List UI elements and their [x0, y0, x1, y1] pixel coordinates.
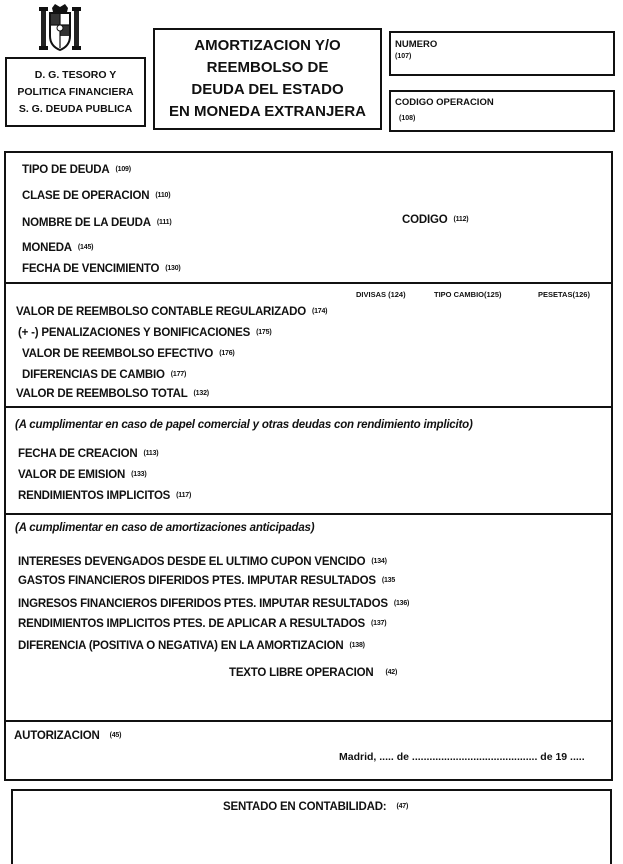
rendimientos-field[interactable] [18, 490, 191, 502]
section-divider [5, 720, 611, 722]
fecha-vencimiento-code: (130) [165, 265, 181, 272]
texto-libre-label: TEXTO LIBRE OPERACION [229, 667, 374, 679]
clase-operacion-field[interactable] [22, 190, 170, 202]
ingresos-financieros-code: (136) [393, 600, 410, 607]
valor-contable-code: (174) [311, 308, 328, 315]
contabilidad-field[interactable] [223, 801, 408, 813]
column-header-divisas: DIVISAS (124) [356, 290, 406, 299]
codigo-label: CODIGO [402, 214, 448, 226]
papel-comercial-note: (A cumplimentar en caso de papel comercial y otras deudas con rendimiento implicito) [15, 419, 473, 431]
autorizacion-label: AUTORIZACION [14, 730, 100, 742]
codigo-operacion-field[interactable] [389, 90, 615, 132]
numero-label: NUMERO [395, 39, 438, 50]
autorizacion-field[interactable] [14, 730, 121, 742]
penalizaciones-label: (+ -) PENALIZACIONES Y BONIFICACIONES [18, 327, 251, 339]
ingresos-financieros-field[interactable] [18, 598, 409, 610]
clase-operacion-code: (110) [155, 192, 171, 199]
contabilidad-label: SENTADO EN CONTABILIDAD: [223, 801, 387, 813]
diferencias-cambio-code: (177) [170, 371, 187, 378]
codigo-operacion-code: (108) [399, 115, 416, 122]
fecha-creacion-field[interactable] [18, 448, 158, 460]
diferencia-amortizacion-label: DIFERENCIA (POSITIVA O NEGATIVA) EN LA AMORTIZACION [18, 640, 344, 652]
nombre-deuda-code: (111) [156, 219, 172, 226]
tipo-deuda-code: (109) [115, 166, 131, 173]
texto-libre-field[interactable] [229, 667, 397, 679]
org-line-1: D. G. TESORO Y [34, 69, 117, 81]
valor-efectivo-code: (176) [219, 350, 235, 357]
diferencia-amortizacion-code: (138) [349, 642, 365, 649]
section-divider [5, 282, 611, 284]
diferencias-cambio-label: DIFERENCIAS DE CAMBIO [22, 369, 165, 381]
codigo-field[interactable] [402, 214, 468, 226]
form-title-line-1: AMORTIZACION Y/O [194, 37, 341, 54]
main-form-frame [4, 151, 613, 781]
diferencia-amortizacion-field[interactable] [18, 640, 365, 652]
column-header-tipo-cambio: TIPO CAMBIO(125) [434, 290, 502, 299]
date-line: Madrid, ..... de ........................................... de 19 ..... [339, 751, 585, 763]
valor-efectivo-label: VALOR DE REEMBOLSO EFECTIVO [22, 348, 214, 360]
fecha-vencimiento-field[interactable] [22, 263, 181, 275]
tipo-deuda-field[interactable] [22, 164, 131, 176]
numero-field[interactable] [389, 31, 615, 76]
section-divider [5, 513, 611, 515]
valor-emision-label: VALOR DE EMISION [18, 469, 126, 481]
contabilidad-code: (47) [396, 803, 409, 810]
amortizaciones-anticipadas-note: (A cumplimentar en caso de amortizaciones anticipadas) [15, 522, 315, 534]
org-line-2: POLITICA FINANCIERA [17, 86, 134, 98]
valor-efectivo-field[interactable] [22, 348, 235, 360]
numero-code: (107) [395, 53, 412, 60]
form-title-line-3: DEUDA DEL ESTADO [191, 81, 344, 98]
valor-total-field[interactable] [16, 388, 209, 400]
ingresos-financieros-label: INGRESOS FINANCIEROS DIFERIDOS PTES. IMPUTAR RESULTADOS [18, 598, 388, 610]
intereses-devengados-label: INTERESES DEVENGADOS DESDE EL ULTIMO CUPON VENCIDO [18, 556, 366, 568]
fecha-vencimiento-label: FECHA DE VENCIMIENTO [22, 263, 160, 275]
fecha-creacion-label: FECHA DE CREACION [18, 448, 138, 460]
coat-of-arms-logo [32, 2, 88, 54]
form-title-line-4: EN MONEDA EXTRANJERA [169, 103, 366, 120]
moneda-field[interactable] [22, 242, 93, 254]
valor-contable-field[interactable] [16, 306, 327, 318]
valor-total-code: (132) [193, 390, 209, 397]
fecha-creacion-code: (113) [143, 450, 159, 457]
valor-contable-label: VALOR DE REEMBOLSO CONTABLE REGULARIZADO [16, 306, 306, 318]
organization-box [5, 57, 146, 127]
valor-emision-field[interactable] [18, 469, 146, 481]
gastos-financieros-field[interactable] [18, 575, 395, 587]
rendimientos-ptes-code: (137) [371, 620, 387, 627]
rendimientos-code: (117) [176, 492, 192, 499]
form-title-box [153, 28, 382, 130]
rendimientos-ptes-field[interactable] [18, 618, 386, 630]
column-header-pesetas: PESETAS(126) [538, 290, 590, 299]
moneda-label: MONEDA [22, 242, 72, 254]
gastos-financieros-label: GASTOS FINANCIEROS DIFERIDOS PTES. IMPUTAR RESULTADOS [18, 575, 376, 587]
codigo-code: (112) [453, 216, 469, 223]
tipo-deuda-label: TIPO DE DEUDA [22, 164, 110, 176]
penalizaciones-code: (175) [256, 329, 272, 336]
penalizaciones-field[interactable] [18, 327, 271, 339]
gastos-financieros-code: (135 [381, 577, 396, 584]
texto-libre-code: (42) [385, 669, 398, 676]
clase-operacion-label: CLASE DE OPERACION [22, 190, 150, 202]
valor-emision-code: (133) [131, 471, 147, 478]
form-title-line-2: REEMBOLSO DE [206, 59, 329, 76]
autorizacion-code: (45) [109, 732, 122, 739]
rendimientos-ptes-label: RENDIMIENTOS IMPLICITOS PTES. DE APLICAR A RESULTADOS [18, 618, 365, 630]
rendimientos-label: RENDIMIENTOS IMPLICITOS [18, 490, 171, 502]
nombre-deuda-field[interactable] [22, 217, 171, 229]
codigo-operacion-label: CODIGO OPERACION [395, 97, 494, 108]
section-divider [5, 406, 611, 408]
moneda-code: (145) [77, 244, 94, 251]
diferencias-cambio-field[interactable] [22, 369, 186, 381]
org-line-3: S. G. DEUDA PUBLICA [18, 103, 133, 115]
nombre-deuda-label: NOMBRE DE LA DEUDA [22, 217, 151, 229]
intereses-devengados-code: (134) [371, 558, 387, 565]
valor-total-label: VALOR DE REEMBOLSO TOTAL [16, 388, 188, 400]
intereses-devengados-field[interactable] [18, 556, 387, 568]
